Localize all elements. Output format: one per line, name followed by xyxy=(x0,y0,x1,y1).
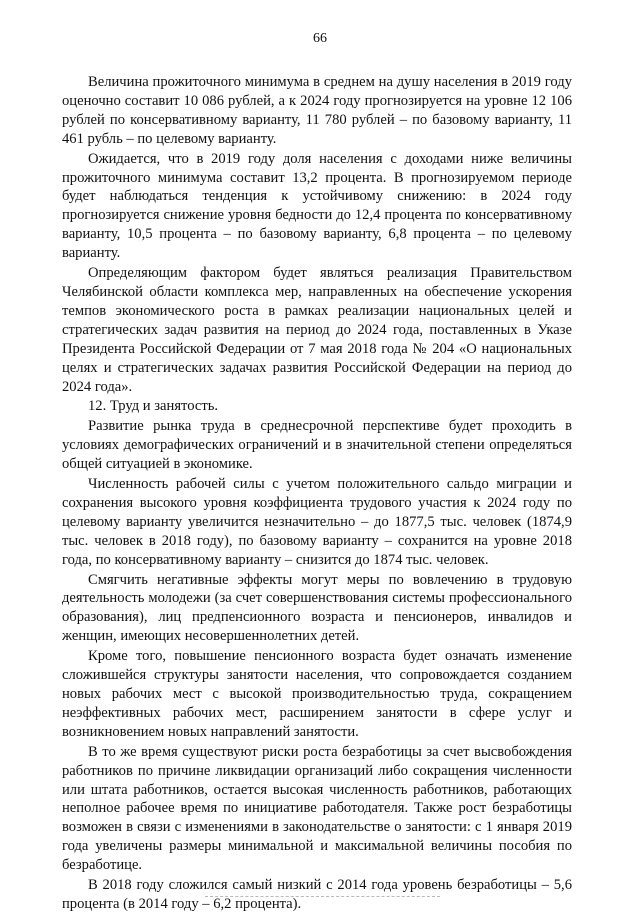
paragraph-poverty-level: Ожидается, что в 2019 году доля населения с доходами ниже величины прожиточного минимума составит 13,2 процента. В прогнозируемом периоде будет наблюдаться тенденция к устойчивому снижению: в 2024 году прогнозируется снижение уровня бедности до 12,4 процента по консервативному варианту, 10,5 процента – по базовому варианту, 6,8 процента – по целевому варианту. xyxy=(62,150,572,262)
paragraph-mitigation-measures: Смягчить негативные эффекты могут меры по вовлечению в трудовую деятельность молодежи (за счет совершенствования системы профессионального образования), лиц предпенсионного возраста и пенсионеров, инвалидов и женщин, имеющих несовершеннолетних детей. xyxy=(62,571,572,645)
section-heading-labor-employment: 12. Труд и занятость. xyxy=(88,398,219,415)
scan-artifact-line xyxy=(205,896,440,897)
paragraph-labor-market: Развитие рынка труда в среднесрочной перспективе будет проходить в условиях демографических ограничений и в значительной степени определяться общей ситуацией в экономике. xyxy=(62,418,572,473)
paragraph-unemployment-risks: В то же время существуют риски роста безработицы за счет высвобождения работников по причине ликвидации организаций либо сокращения численности или штата работников, остается высокая численность работников, работающих неполное рабочее время по инициативе работодателя. Также рост безработицы возможен в связи с изменениями в законодательстве о занятости: с 1 января 2019 года увеличены размеры минимальной и максимальной величины пособия по безработице. xyxy=(62,743,572,874)
paragraph-labor-force: Численность рабочей силы с учетом положительного сальдо миграции и сохранения высокого уровня коэффициента трудового участия к 2024 году по целевому варианту увеличится незначительно – до 1877,5 тыс. человек (1874,9 тыс. человек в 2018 году), по базовому варианту – сохранится на уровне 2018 года, по консервативному варианту – снизится до 1874 тыс. человек. xyxy=(62,476,572,568)
page-number: 66 xyxy=(313,31,327,46)
paragraph-pension-age: Кроме того, повышение пенсионного возраста будет означать изменение сложившейся структуры занятости населения, что сопровождается созданием новых рабочих мест с высокой производительностью труда, сокращением неэффективных рабочих мест, расширением занятости в сфере услуг и возникновением новых направлений занятости. xyxy=(62,648,572,740)
document-body xyxy=(62,73,572,915)
paragraph-determining-factor: Определяющим фактором будет являться реализация Правительством Челябинской области комплекса мер, направленных на обеспечение ускорения темпов экономического роста в рамках реализации национальных целей и стратегических задач развития на период до 2024 года, поставленных в Указе Президента Российской Федерации от 7 мая 2018 года № 204 «О национальных целях и стратегических задачах развития Российской Федерации на период до 2024 года». xyxy=(62,265,572,395)
paragraph-subsistence-minimum: Величина прожиточного минимума в среднем на душу населения в 2019 году оценочно составит 10 086 рублей, а к 2024 году прогнозируется на уровне 12 106 рублей по консервативному варианту, 11 780 рублей – по базовому варианту, 11 461 рубль – по целевому варианту. xyxy=(62,74,572,147)
paragraph-unemployment-rate: В 2018 году сложился самый низкий с 2014 года уровень безработицы – 5,6 процента (в 2014 году – 6,2 процента). xyxy=(62,877,572,912)
